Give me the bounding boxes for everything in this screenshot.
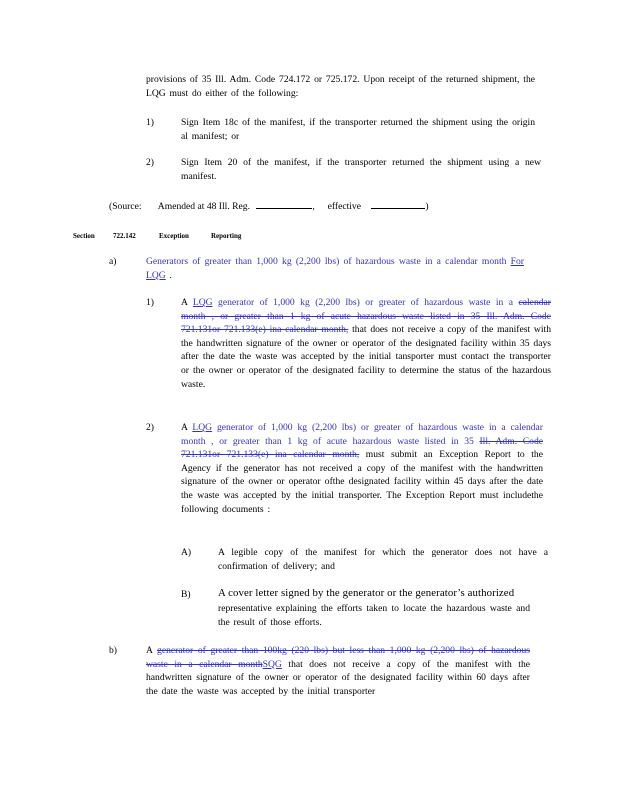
intro-item-2-text: Sign Item 20 of the manifest, if the transporter returned the shipment using a new manifest. <box>181 157 541 182</box>
a2-label: 2) <box>146 422 154 433</box>
a2-deleted-text: Ill. Adm. Code 721.131or 721.133(e) ina calendar month, <box>181 435 543 461</box>
a1-inserted-lqg: LQG <box>192 297 213 308</box>
a1-inserted-text: generator of 1,000 kg (2,200 lbs) or greater of hazardous waste in a <box>212 297 519 308</box>
para-a-text <box>146 255 524 282</box>
a2-lead: A <box>181 422 193 433</box>
para-a-label: a) <box>109 256 117 267</box>
para-a-inserted-text: Generators of greater than 1,000 kg (2,200 lbs) of hazardous waste in a calendar month <box>146 256 511 267</box>
source-comma: , <box>312 201 315 212</box>
para-b-text <box>146 644 530 698</box>
para-b-inserted-sqg: SQG <box>262 658 282 670</box>
source-close: ) <box>425 201 429 212</box>
a2-item-A-text: A legible copy of the manifest for which the generator does not have a confirmation of delivery; and <box>218 547 548 572</box>
a1-lead: A <box>181 297 193 308</box>
source-note <box>109 199 429 214</box>
para-b-deleted-text: generator of greater than 100kg (220 lbs) but less than 1,000 kg (2,200 lbs) of hazardous waste in a calendar month <box>146 645 530 670</box>
source-open: (Source: <box>109 201 142 212</box>
a2-item-A-label: A) <box>181 547 192 558</box>
register-volume-blank <box>256 199 312 209</box>
a2-item-B-lead: A cover letter signed by the generator or the generator’s authorized <box>218 587 515 599</box>
a1-deleted-text: calendar month , or greater than 1 kg of acute hazardous waste listed in 35 Ill. Adm. Code 721.131or 721.133(e) ina calendar month, <box>181 297 551 336</box>
a2-inserted-text: generator of 1,000 kg (2,200 lbs) or greater of hazardous waste in a calendar month , or greater than 1 kg of acute hazardous waste listed in 35 <box>181 422 544 447</box>
a2-item-B-text: representative explaining the efforts taken to locate the hazardous waste and the result of those efforts. <box>218 603 530 628</box>
intro-item-1-label: 1) <box>146 117 154 128</box>
a2-body: must submit an Exception Report to the Agency if the generator has not received a copy of the manifest with the handwritten signature of the owner or operator ofthe designated facility within 45 days after the date the waste was accepted by the initial transporter. The Exception Report must includethe following documents : <box>181 449 543 515</box>
a1-label: 1) <box>146 297 154 308</box>
a1-text <box>181 296 551 391</box>
para-a-tail: . <box>165 269 172 281</box>
section-title-reporting: Reporting <box>211 232 242 240</box>
para-b-label: b) <box>109 645 117 656</box>
effective-date-blank <box>371 199 425 209</box>
a2-text <box>181 421 543 516</box>
section-word: Section <box>73 232 95 240</box>
a1-body: that does not receive a copy of the manifest with the handwritten signature of the owner or operator of the designated facility within 35 days after the date the waste was accepted by the initial tansporter must contact the transporter or the owner or operator of the designated facility to determine the status of the hazardous waste. <box>181 324 551 390</box>
source-effective: effective <box>327 201 361 212</box>
section-title-exception: Exception <box>159 232 189 240</box>
intro-text: provisions of 35 Ill. Adm. Code 724.172 or 725.172. Upon receipt of the returned shipment, the LQG must do either of the following: <box>146 74 535 99</box>
a2-item-B-label: B) <box>181 589 191 600</box>
a2-inserted-lqg: LQG <box>192 422 213 433</box>
intro-item-1-text: Sign Item 18c of the manifest, if the transporter returned the shipment using the origin al manifest; or <box>181 117 535 142</box>
section-number: 722.142 <box>113 232 136 240</box>
source-amended: Amended at 48 Ill. Reg. <box>157 201 250 212</box>
intro-paragraph <box>146 73 535 100</box>
para-a-inserted-lqg: For LQG <box>146 256 524 281</box>
para-b-lead: A <box>146 645 158 656</box>
para-b-body: that does not receive a copy of the manifest with the handwritten signature of the owner or operator of the designated facility within 60 days after the date the waste was accepted by the initial transporter <box>146 658 530 697</box>
intro-item-2-label: 2) <box>146 157 154 168</box>
